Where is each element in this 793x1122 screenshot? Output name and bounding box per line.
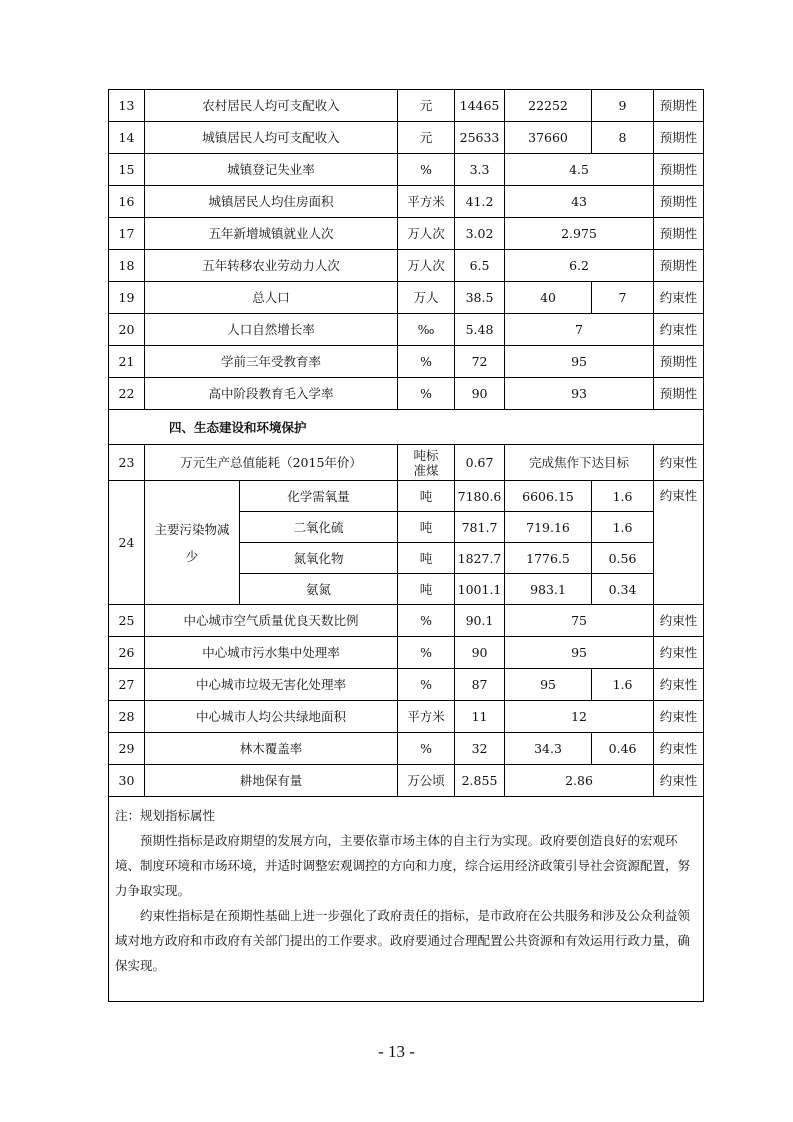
unit-line: 吨标	[413, 447, 439, 463]
growth-value: 1.6	[592, 481, 654, 512]
notes-row	[109, 797, 704, 1002]
attribute: 约束性	[654, 481, 704, 605]
base-value: 1827.7	[455, 543, 505, 574]
unit: %	[398, 378, 455, 410]
unit: ‰	[398, 314, 455, 346]
target-value: 完成焦作下达目标	[505, 445, 654, 481]
attribute: 约束性	[654, 765, 704, 797]
unit: 元	[398, 90, 455, 122]
table-row	[109, 122, 704, 154]
unit: 万人次	[398, 218, 455, 250]
notes-paragraph: 预期性指标是政府期望的发展方向，主要依靠市场主体的自主行为实现。政府要创造良好的宏观环境、制度环境和市场环境，并适时调整宏观调控的方向和力度，综合运用经济政策引导社会资源配置，努力争取实现。	[115, 833, 691, 898]
base-value: 3.3	[455, 154, 505, 186]
target-value: 983.1	[505, 574, 592, 605]
target-value: 95	[505, 346, 654, 378]
unit: 元	[398, 122, 455, 154]
attribute: 约束性	[654, 282, 704, 314]
growth-value: 1.6	[592, 669, 654, 701]
table-row	[109, 346, 704, 378]
target-value: 2.86	[505, 765, 654, 797]
unit: 吨	[398, 512, 455, 543]
attribute: 约束性	[654, 701, 704, 733]
indicator-name: 五年转移农业劳动力人次	[145, 250, 398, 282]
attribute: 约束性	[654, 314, 704, 346]
section-heading: 四、生态建设和环境保护	[109, 410, 704, 445]
unit: 平方米	[398, 186, 455, 218]
row-number: 26	[109, 637, 145, 669]
base-value: 11	[455, 701, 505, 733]
attribute: 预期性	[654, 250, 704, 282]
notes-paragraph: 约束性指标是在预期性基础上进一步强化了政府责任的指标，是市政府在公共服务和涉及公众利益领域对地方政府和市政府有关部门提出的工作要求。政府要通过合理配置公共资源和有效运用行政力量，确保实现。	[115, 908, 691, 973]
unit: 吨	[398, 574, 455, 605]
indicator-name: 氮氧化物	[240, 543, 398, 574]
notes-title: 注：规划指标属性	[115, 808, 216, 823]
base-value: 32	[455, 733, 505, 765]
indicator-name: 五年新增城镇就业人次	[145, 218, 398, 250]
unit: %	[398, 733, 455, 765]
unit	[398, 445, 455, 481]
indicator-name: 中心城市人均公共绿地面积	[145, 701, 398, 733]
indicator-table	[108, 89, 704, 1002]
target-value: 93	[505, 378, 654, 410]
page-number: - 13 -	[378, 1042, 415, 1061]
indicator-name: 万元生产总值能耗（2015年价）	[145, 445, 398, 481]
group-line: 主要污染物减	[154, 521, 230, 537]
unit: 吨	[398, 481, 455, 512]
target-value: 75	[505, 605, 654, 637]
table-row	[109, 314, 704, 346]
row-number: 18	[109, 250, 145, 282]
attribute: 预期性	[654, 186, 704, 218]
target-value: 43	[505, 186, 654, 218]
indicator-name: 农村居民人均可支配收入	[145, 90, 398, 122]
indicator-name: 城镇居民人均住房面积	[145, 186, 398, 218]
attribute: 预期性	[654, 346, 704, 378]
growth-value: 0.56	[592, 543, 654, 574]
unit: 万公顷	[398, 765, 455, 797]
growth-value: 9	[592, 90, 654, 122]
table-row	[109, 378, 704, 410]
unit-line: 准煤	[413, 462, 439, 478]
row-number: 27	[109, 669, 145, 701]
attribute: 预期性	[654, 90, 704, 122]
unit: %	[398, 637, 455, 669]
indicator-name: 中心城市空气质量优良天数比例	[145, 605, 398, 637]
table-row	[109, 701, 704, 733]
target-value: 719.16	[505, 512, 592, 543]
row-number: 28	[109, 701, 145, 733]
attribute: 约束性	[654, 637, 704, 669]
row-number: 14	[109, 122, 145, 154]
indicator-name: 人口自然增长率	[145, 314, 398, 346]
unit: %	[398, 154, 455, 186]
base-value: 90.1	[455, 605, 505, 637]
base-value: 1001.1	[455, 574, 505, 605]
unit: %	[398, 669, 455, 701]
table-row	[109, 605, 704, 637]
row-number: 22	[109, 378, 145, 410]
table-row	[109, 154, 704, 186]
attribute: 约束性	[654, 605, 704, 637]
row-number: 19	[109, 282, 145, 314]
attribute: 约束性	[654, 733, 704, 765]
base-value: 3.02	[455, 218, 505, 250]
base-value: 72	[455, 346, 505, 378]
group-line: 少	[185, 548, 199, 564]
growth-value: 0.34	[592, 574, 654, 605]
growth-value: 8	[592, 122, 654, 154]
target-value: 34.3	[505, 733, 592, 765]
base-value: 90	[455, 637, 505, 669]
indicator-name: 学前三年受教育率	[145, 346, 398, 378]
row-number: 21	[109, 346, 145, 378]
indicator-name: 中心城市垃圾无害化处理率	[145, 669, 398, 701]
base-value: 781.7	[455, 512, 505, 543]
table-row	[109, 250, 704, 282]
table-row	[109, 637, 704, 669]
target-value: 1776.5	[505, 543, 592, 574]
target-value: 12	[505, 701, 654, 733]
row-number: 16	[109, 186, 145, 218]
target-value: 7	[505, 314, 654, 346]
indicator-name: 林木覆盖率	[145, 733, 398, 765]
group-name	[145, 481, 240, 605]
target-value: 95	[505, 669, 592, 701]
row-number: 13	[109, 90, 145, 122]
target-value: 6.2	[505, 250, 654, 282]
base-value: 5.48	[455, 314, 505, 346]
table-row	[109, 669, 704, 701]
notes-cell	[109, 797, 704, 1002]
target-value: 95	[505, 637, 654, 669]
row-number: 15	[109, 154, 145, 186]
table-row	[109, 186, 704, 218]
target-value: 22252	[505, 90, 592, 122]
base-value: 38.5	[455, 282, 505, 314]
attribute: 预期性	[654, 122, 704, 154]
target-value: 37660	[505, 122, 592, 154]
unit: %	[398, 346, 455, 378]
table-row	[109, 445, 704, 481]
attribute: 预期性	[654, 218, 704, 250]
row-number: 29	[109, 733, 145, 765]
base-value: 7180.6	[455, 481, 505, 512]
target-value: 40	[505, 282, 592, 314]
table-row	[109, 733, 704, 765]
base-value: 90	[455, 378, 505, 410]
growth-value: 1.6	[592, 512, 654, 543]
indicator-name: 氨氮	[240, 574, 398, 605]
section-row	[109, 410, 704, 445]
indicator-name: 城镇居民人均可支配收入	[145, 122, 398, 154]
target-value: 6606.15	[505, 481, 592, 512]
indicator-name: 耕地保有量	[145, 765, 398, 797]
unit: 吨	[398, 543, 455, 574]
unit: 万人	[398, 282, 455, 314]
table-row	[109, 218, 704, 250]
base-value: 6.5	[455, 250, 505, 282]
row-number: 25	[109, 605, 145, 637]
row-number: 24	[109, 481, 145, 605]
growth-value: 0.46	[592, 733, 654, 765]
row-number: 23	[109, 445, 145, 481]
indicator-name: 高中阶段教育毛入学率	[145, 378, 398, 410]
indicator-name: 总人口	[145, 282, 398, 314]
table-row	[109, 481, 704, 512]
attribute: 约束性	[654, 445, 704, 481]
growth-value: 7	[592, 282, 654, 314]
table-row	[109, 90, 704, 122]
unit: 万人次	[398, 250, 455, 282]
base-value: 0.67	[455, 445, 505, 481]
attribute: 预期性	[654, 154, 704, 186]
indicator-name: 二氧化硫	[240, 512, 398, 543]
indicator-name: 化学需氧量	[240, 481, 398, 512]
target-value: 4.5	[505, 154, 654, 186]
row-number: 17	[109, 218, 145, 250]
row-number: 30	[109, 765, 145, 797]
base-value: 2.855	[455, 765, 505, 797]
unit: 平方米	[398, 701, 455, 733]
base-value: 41.2	[455, 186, 505, 218]
table-row	[109, 765, 704, 797]
base-value: 87	[455, 669, 505, 701]
base-value: 14465	[455, 90, 505, 122]
attribute: 预期性	[654, 378, 704, 410]
target-value: 2.975	[505, 218, 654, 250]
table-row	[109, 282, 704, 314]
base-value: 25633	[455, 122, 505, 154]
indicator-name: 中心城市污水集中处理率	[145, 637, 398, 669]
unit: %	[398, 605, 455, 637]
row-number: 20	[109, 314, 145, 346]
indicator-name: 城镇登记失业率	[145, 154, 398, 186]
attribute: 约束性	[654, 669, 704, 701]
